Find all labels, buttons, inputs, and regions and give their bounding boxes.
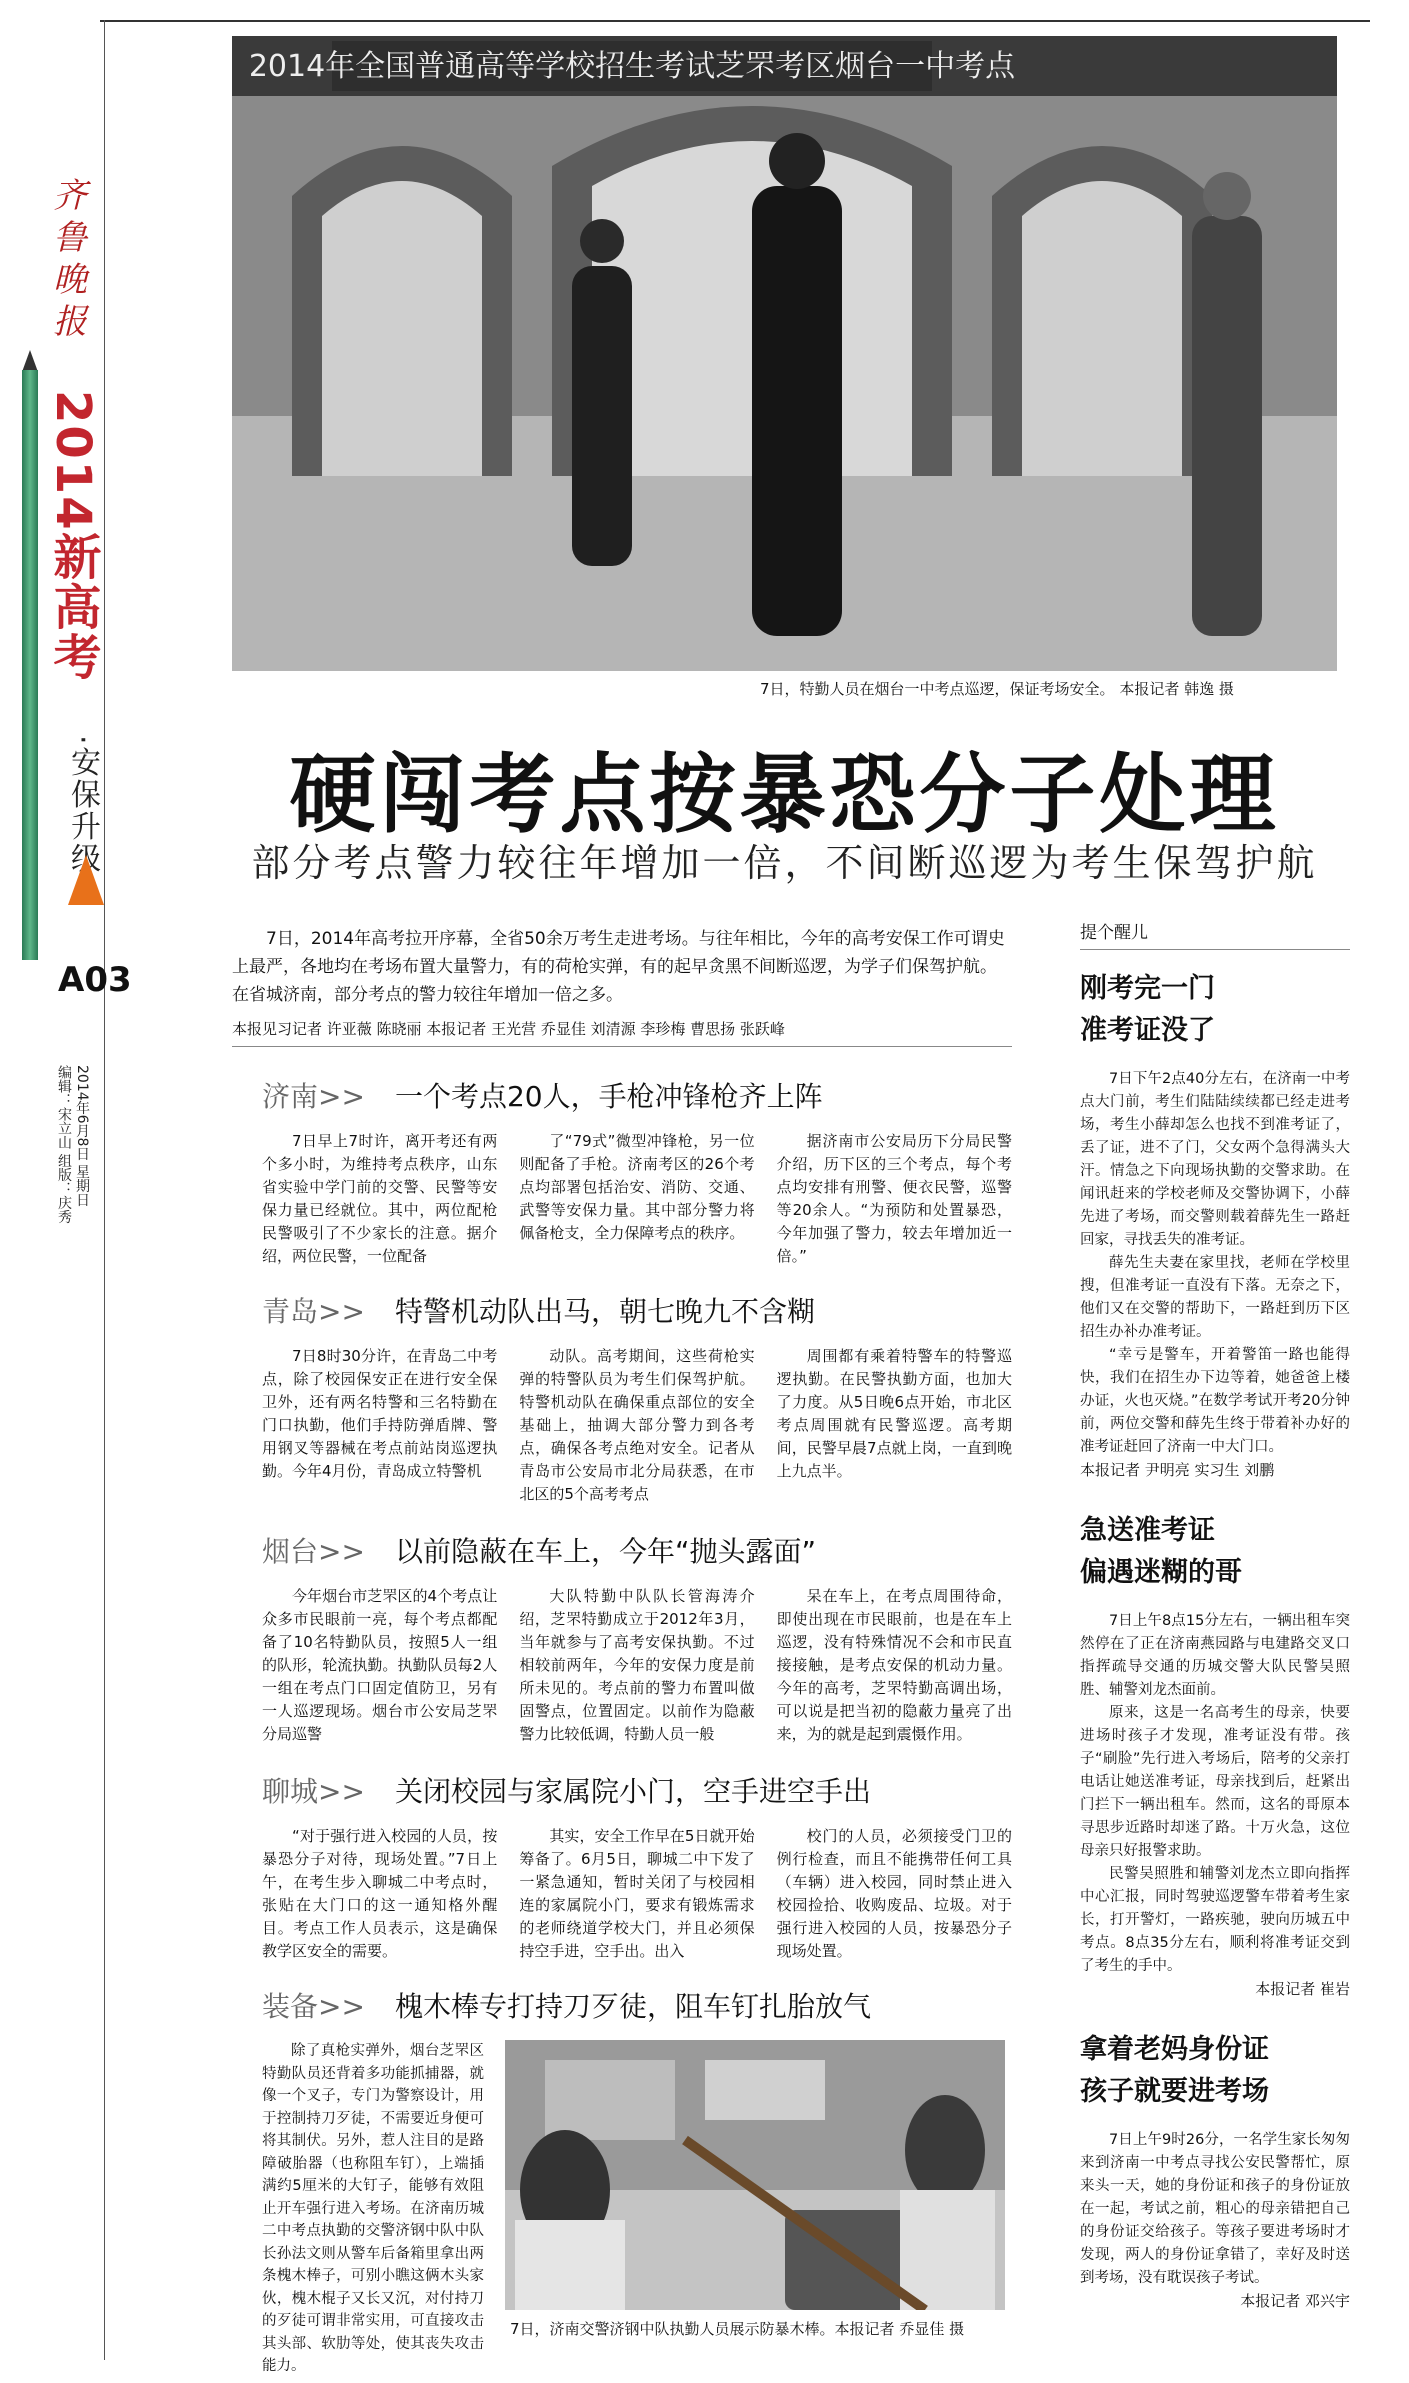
sidebar-item-title: 拿着老妈身份证 [1080,2034,1269,2065]
section-city: 青岛>> [262,1295,365,1328]
top-photo-image [232,36,1337,671]
editor-line: 编辑：宋立山 组版：庆秀 [56,1065,72,1224]
sidebar-paragraph: 薛先生夫妻在家里找，老师在学校里搜，但准考证一直没有下落。无奈之下，他们又在交警的帮助下，一路赶到历下区招生办补办准考证。 [1080,1255,1350,1340]
brand-logo: 齐鲁晚报 [53,176,87,342]
sidebar-item [1080,2029,1350,2311]
section-yantai-header [262,1530,816,1570]
byline: 本报见习记者 许亚薇 陈晓丽 本报记者 王光营 乔显佳 刘清源 李珍梅 曹思扬 张跃峰 [232,1020,785,1038]
subheadline: 部分考点警力较往年增加一倍，不间断巡逻为考生保驾护航 [251,841,1318,885]
sidebar-paragraph: 民警吴照胜和辅警刘龙杰立即向指挥中心汇报，同时驾驶巡逻警车带着考生家长，打开警灯，一路疾驰，驶向历城五中考点。8点35分左右，顺利将准考证交到了考生的手中。 [1080,1866,1350,1974]
section-equipment-body: 除了真枪实弹外，烟台芝罘区特勤队员还背着多功能抓捕器，就像一个叉子，专门为警察设计，用于控制持刀歹徒，不需要近身便可将其制伏。另外，惹人注目的是路障破胎器（也称阻车钉），上端插满约5厘米的大钉子，能够有效阻止开车强行进入考场。在济南历城二中考点执勤的交警济钢中队中队长孙法文则从警车后备箱里拿出两条槐木棒子，可别小瞧这俩木头家伙，槐木棍子又长又沉，对付持刀的歹徒可谓非常实用，可直接攻击其头部、软肋等处，使其丧失攻击能力。 [262,2043,484,2374]
sidebar-item-title: 孩子就要进考场 [1080,2076,1269,2107]
section-title: 槐木棒专打持刀歹徒，阻车钉扎胎放气 [394,1990,871,2023]
body-column: 今年烟台市芝罘区的4个考点让众多市民眼前一亮，每个考点都配备了10名特勤队员，按照5人一组的队形，轮流执勤。执勤队员每2人一组在考点门口固定值防卫，另有一人巡逻现场。烟台市公安局芝罘分局巡警 [262,1587,498,1743]
section-city: 聊城>> [262,1775,365,1808]
section-liaocheng-header [262,1770,871,1810]
body-column: “对于强行进入校园的人员，按暴恐分子对待，现场处置。”7日上午，在考生步入聊城二中考点时，张贴在大门口的这一通知格外醒目。考点工作人员表示，这是确保教学区安全的需要。 [262,1827,498,1960]
body-column: 其实，安全工作早在5日就开始筹备了。6月5日，聊城二中下发了一紧急通知，暂时关闭了与校园相连的家属院小门，要求有锻炼需求的老师绕道学校大门，并且必须保持空手进，空手出。出入 [519,1827,755,1960]
section-jinan-body [262,1130,1012,1268]
section-title: 特警机动队出马，朝七晚九不含糊 [394,1295,815,1328]
sidebar-author: 本报记者 尹明亮 实习生 刘鹏 [1080,1461,1275,1479]
sidebar-paragraph: “幸亏是警车，开着警笛一路也能得快，我们在招生办下边等着，她爸爸上楼办证，火也灭烧。”在数学考试开考20分钟前，两位交警和薛先生终于带着补办好的准考证赶回了济南一中大门口。 [1080,1347,1350,1455]
left-divider [104,20,105,2360]
section-title: 一个考点20人，手枪冲锋枪齐上阵 [394,1080,823,1113]
lead-paragraph: 7日，2014年高考拉开序幕，全省50余万考生走进考场。与往年相比，今年的高考安保工作可谓史上最严，各地均在考场布置大量警力，有的荷枪实弹，有的起早贪黑不间断巡逻，为学子们保驾护航。在省城济南，部分考点的警力较往年增加一倍之多。 [232,929,1005,1005]
date-line: 2014年6月8日 星期日 编辑：宋立山 组版：庆秀 [56,1065,90,1224]
section-title: 关闭校园与家属院小门，空手进空手出 [394,1775,871,1808]
sidebar-item-title: 刚考完一门 [1080,973,1215,1004]
section-qingdao-body [262,1345,1012,1506]
section-city: 济南>> [262,1080,365,1113]
body-column: 动队。高考期间，这些荷枪实弹的特警队员为考生们保驾护航。特警机动队在确保重点部位的安全基础上，抽调大部分警力到各考点，确保各考点绝对安全。记者从青岛市公安局市北分局获悉，在市北区的5个高考考点 [519,1347,755,1503]
section-yantai-body [262,1585,1012,1746]
body-column: 据济南市公安局历下分局民警介绍，历下区的三个考点，每个考点均安排有刑警、便衣民警，巡警等20余人。“为预防和处置暴恐，今年加强了警力，较去年增加近一倍。” [776,1132,1012,1265]
sidebar-paragraph: 原来，这是一名高考生的母亲，快要进场时孩子才发现，准考证没有带。孩子“刷脸”先行进入考场后，陪考的父亲打电话让她送准考证，母亲找到后，赶紧出门拦下一辆出租车。然而，这名的哥原本寻思步近路时却迷了路。十万火急，这位母亲只好报警求助。 [1080,1705,1350,1859]
section-qingdao-header [262,1290,815,1330]
banner-text: 2014年全国普通高等学校招生考试芝罘考区烟台一中考点 [248,49,1016,84]
sidebar-author: 本报记者 崔岩 [1255,1980,1350,1998]
sidebar-paragraph: 7日上午9时26分，一名学生家长匆匆来到济南一中考点寻找公安民警帮忙，原来头一天，她的身份证和孩子的身份证放在一起，考试之前，粗心的母亲错把自己的身份证交给孩子。等孩子要进考场时才发现，两人的身份证拿错了，幸好及时送到考场，没有耽误孩子考试。 [1080,2132,1350,2286]
pencil-tip-icon [22,350,38,372]
sidebar-item-title: 急送准考证 [1080,1515,1215,1546]
bottom-photo-caption: 7日，济南交警济钢中队执勤人员展示防暴木棒。本报记者 乔显佳 摄 [510,2320,965,2338]
section-liaocheng-body [262,1825,1012,1963]
column-subtitle: ·安保升级 [65,735,100,875]
byline-rule [232,1046,1012,1047]
pencil-icon [22,370,38,960]
section-jinan-header [262,1075,823,1115]
sidebar-paragraph: 7日下午2点40分左右，在济南一中考点大门前，考生们陆陆续续都已经走进考场，考生小薛却怎么也找不到准考证了，丢了证，进不了门，父女两个急得满头大汗。情急之下向现场执勤的交警求助。在闻讯赶来的学校老师及交警协调下，小薛先进了考场，而交警则载着薛先生一路赶回家，寻找丢失的准考证。 [1080,1071,1350,1248]
column-title: 2014新高考 [45,390,101,682]
section-title: 以前隐蔽在车上，今年“抛头露面” [394,1535,816,1568]
sidebar-tag: 提个醒儿 [1080,918,1350,950]
sidebar-item [1080,968,1350,1480]
sidebar-paragraph: 7日上午8点15分左右，一辆出租车突然停在了正在济南燕园路与电建路交叉口指挥疏导交通的历城交警大队民警吴照胜、辅警刘龙杰面前。 [1080,1613,1350,1698]
sidebar-item-title: 偏遇迷糊的哥 [1080,1557,1242,1588]
section-equipment-header [262,1985,871,2025]
bottom-photo [505,2040,1005,2310]
top-rule [100,20,1370,22]
sidebar-item [1080,1510,1350,1999]
left-strip [0,0,132,2383]
body-column: 大队特勤中队队长管海涛介绍，芝罘特勤成立于2012年3月，当年就参与了高考安保执勤。不过相较前两年，今年的安保力度是前所未见的。考点前的警力布置叫做固警点，位置固定。以前作为隐蔽警力比较低调，特勤人员一般 [519,1587,755,1743]
top-photo [232,36,1337,671]
sidebar-author: 本报记者 邓兴宇 [1240,2292,1350,2310]
headline: 硬闯考点按暴恐分子处理 [289,745,1280,845]
section-city: 装备>> [262,1990,365,2023]
sidebar-tips [1080,918,1350,2311]
body-column: 7日8时30分许，在青岛二中考点，除了校园保安正在进行安全保卫外，还有两名特警和三名特勤在门口执勤，他们手持防弹盾牌、警用钢叉等器械在考点前站岗巡逻执勤。今年4月份，青岛成立特警机 [262,1347,498,1480]
body-column: 校门的人员，必须接受门卫的例行检查，而且不能携带任何工具（车辆）进入校园，同时禁止进入校园捡拾、收购废品、垃圾。对于强行进入校园的人员，按暴恐分子现场处置。 [776,1827,1012,1960]
sailboat-icon [68,855,104,905]
body-column: 了“79式”微型冲锋枪，另一位则配备了手枪。济南考区的26个考点均部署包括治安、消防、交通、武警等安保力量。其中部分警力将佩备枪支，全力保障考点的秩序。 [519,1132,755,1242]
body-column: 周围都有乘着特警车的特警巡逻执勤。在民警执勤方面，也加大了力度。从5日晚6点开始，市北区考点周围就有民警巡逻。高考期间，民警早晨7点就上岗，一直到晚上九点半。 [776,1347,1012,1480]
page-number: A03 [58,960,132,1000]
top-photo-caption: 7日，特勤人员在烟台一中考点巡逻，保证考场安全。 本报记者 韩逸 摄 [760,680,1234,698]
body-column: 呆在车上，在考点周围待命，即使出现在市民眼前，也是在车上巡逻，没有特殊情况不会和市民直接接触，是考点安保的机动力量。今年的高考，芝罘特勤高调出场，可以说是把当初的隐蔽力量亮了出来，为的就是起到震慑作用。 [776,1587,1012,1743]
body-column: 7日早上7时许，离开考还有两个多小时，为维持考点秩序，山东省实验中学门前的交警、民警等安保力量已经就位。其中，两位配枪民警吸引了不少家长的注意。据介绍，两位民警，一位配备 [262,1132,498,1265]
bottom-photo-image [505,2040,1005,2310]
sidebar-item-title: 准考证没了 [1080,1015,1215,1046]
section-city: 烟台>> [262,1535,365,1568]
